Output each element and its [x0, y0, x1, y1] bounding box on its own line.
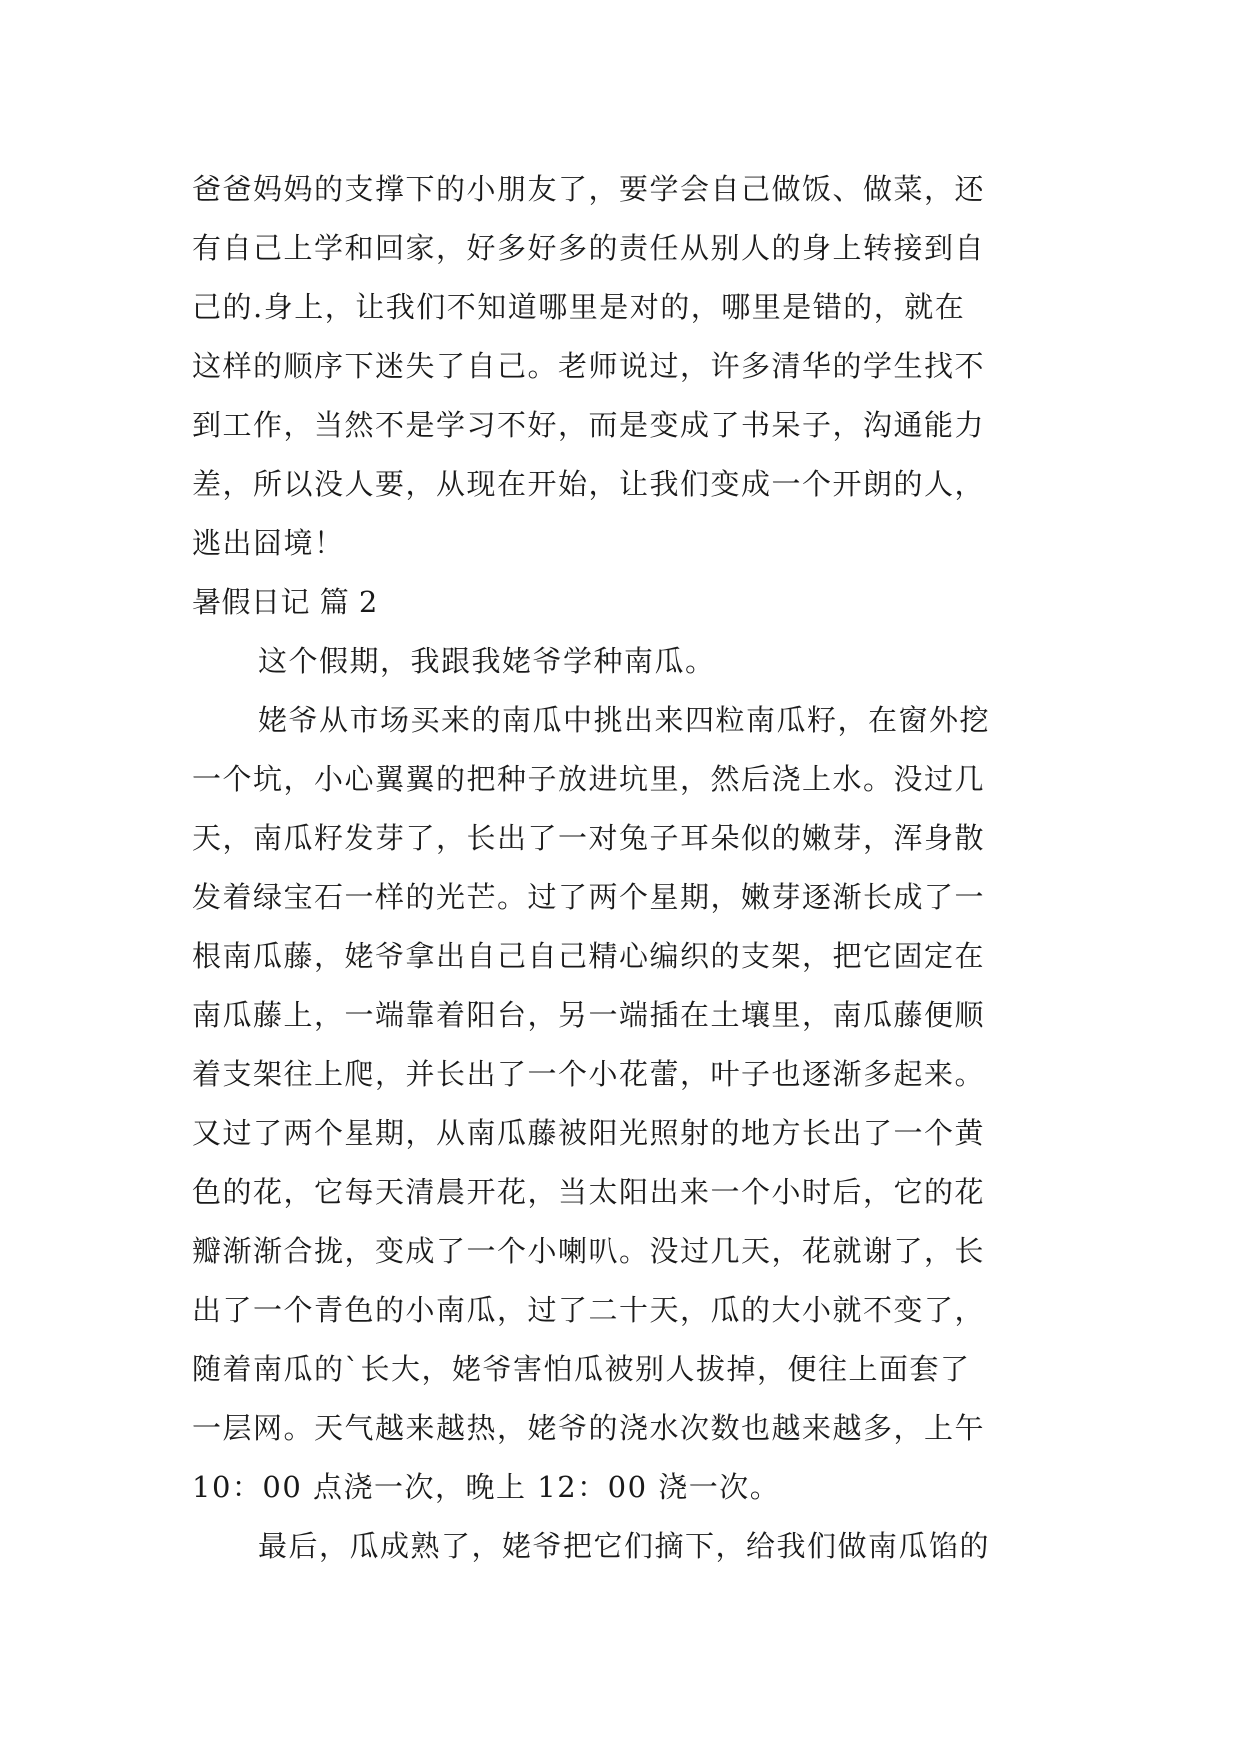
paragraph-line: 色的花，它每天清晨开花，当太阳出来一个小时后，它的花	[192, 1175, 986, 1209]
paragraph-line: 根南瓜藤，姥爷拿出自己自己精心编织的支架，把它固定在	[192, 939, 986, 973]
paragraph-line: 天，南瓜籽发芽了，长出了一对兔子耳朵似的嫩芽，浑身散	[192, 821, 986, 855]
text-line: 己的.身上，让我们不知道哪里是对的，哪里是错的，就在	[192, 290, 966, 324]
paragraph-line: 姥爷从市场买来的南瓜中挑出来四粒南瓜籽，在窗外挖	[258, 703, 991, 737]
text-line: 这样的顺序下迷失了自己。老师说过，许多清华的学生找不	[192, 349, 986, 383]
paragraph-line: 随着南瓜的`长大，姥爷害怕瓜被别人拔掉，便往上面套了	[192, 1352, 971, 1386]
paragraph-line: 这个假期，我跟我姥爷学种南瓜。	[258, 644, 716, 678]
paragraph-line: 瓣渐渐合拢，变成了一个小喇叭。没过几天，花就谢了，长	[192, 1234, 986, 1268]
paragraph-line: 最后，瓜成熟了，姥爷把它们摘下，给我们做南瓜馅的	[258, 1529, 991, 1563]
paragraph-line: 南瓜藤上，一端靠着阳台，另一端插在土壤里，南瓜藤便顺	[192, 998, 986, 1032]
text-line: 有自己上学和回家，好多好多的责任从别人的身上转接到自	[192, 231, 986, 265]
paragraph-line: 出了一个青色的小南瓜，过了二十天，瓜的大小就不变了，	[192, 1293, 986, 1327]
text-line: 逃出囧境！	[192, 526, 345, 560]
paragraph-line: 10：00 点浇一次，晚上 12：00 浇一次。	[192, 1470, 781, 1504]
text-line: 到工作，当然不是学习不好，而是变成了书呆子，沟通能力	[192, 408, 986, 442]
paragraph-line: 一层网。天气越来越热，姥爷的浇水次数也越来越多，上午	[192, 1411, 986, 1445]
paragraph-line: 又过了两个星期，从南瓜藤被阳光照射的地方长出了一个黄	[192, 1116, 986, 1150]
section-heading: 暑假日记 篇 2	[192, 585, 378, 619]
text-line: 爸爸妈妈的支撑下的小朋友了，要学会自己做饭、做菜，还	[192, 172, 986, 206]
paragraph-line: 着支架往上爬，并长出了一个小花蕾，叶子也逐渐多起来。	[192, 1057, 986, 1091]
paragraph-line: 一个坑，小心翼翼的把种子放进坑里，然后浇上水。没过几	[192, 762, 986, 796]
document-body	[192, 160, 1072, 1576]
text-line: 差，所以没人要，从现在开始，让我们变成一个开朗的人，	[192, 467, 986, 501]
paragraph-line: 发着绿宝石一样的光芒。过了两个星期，嫩芽逐渐长成了一	[192, 880, 986, 914]
